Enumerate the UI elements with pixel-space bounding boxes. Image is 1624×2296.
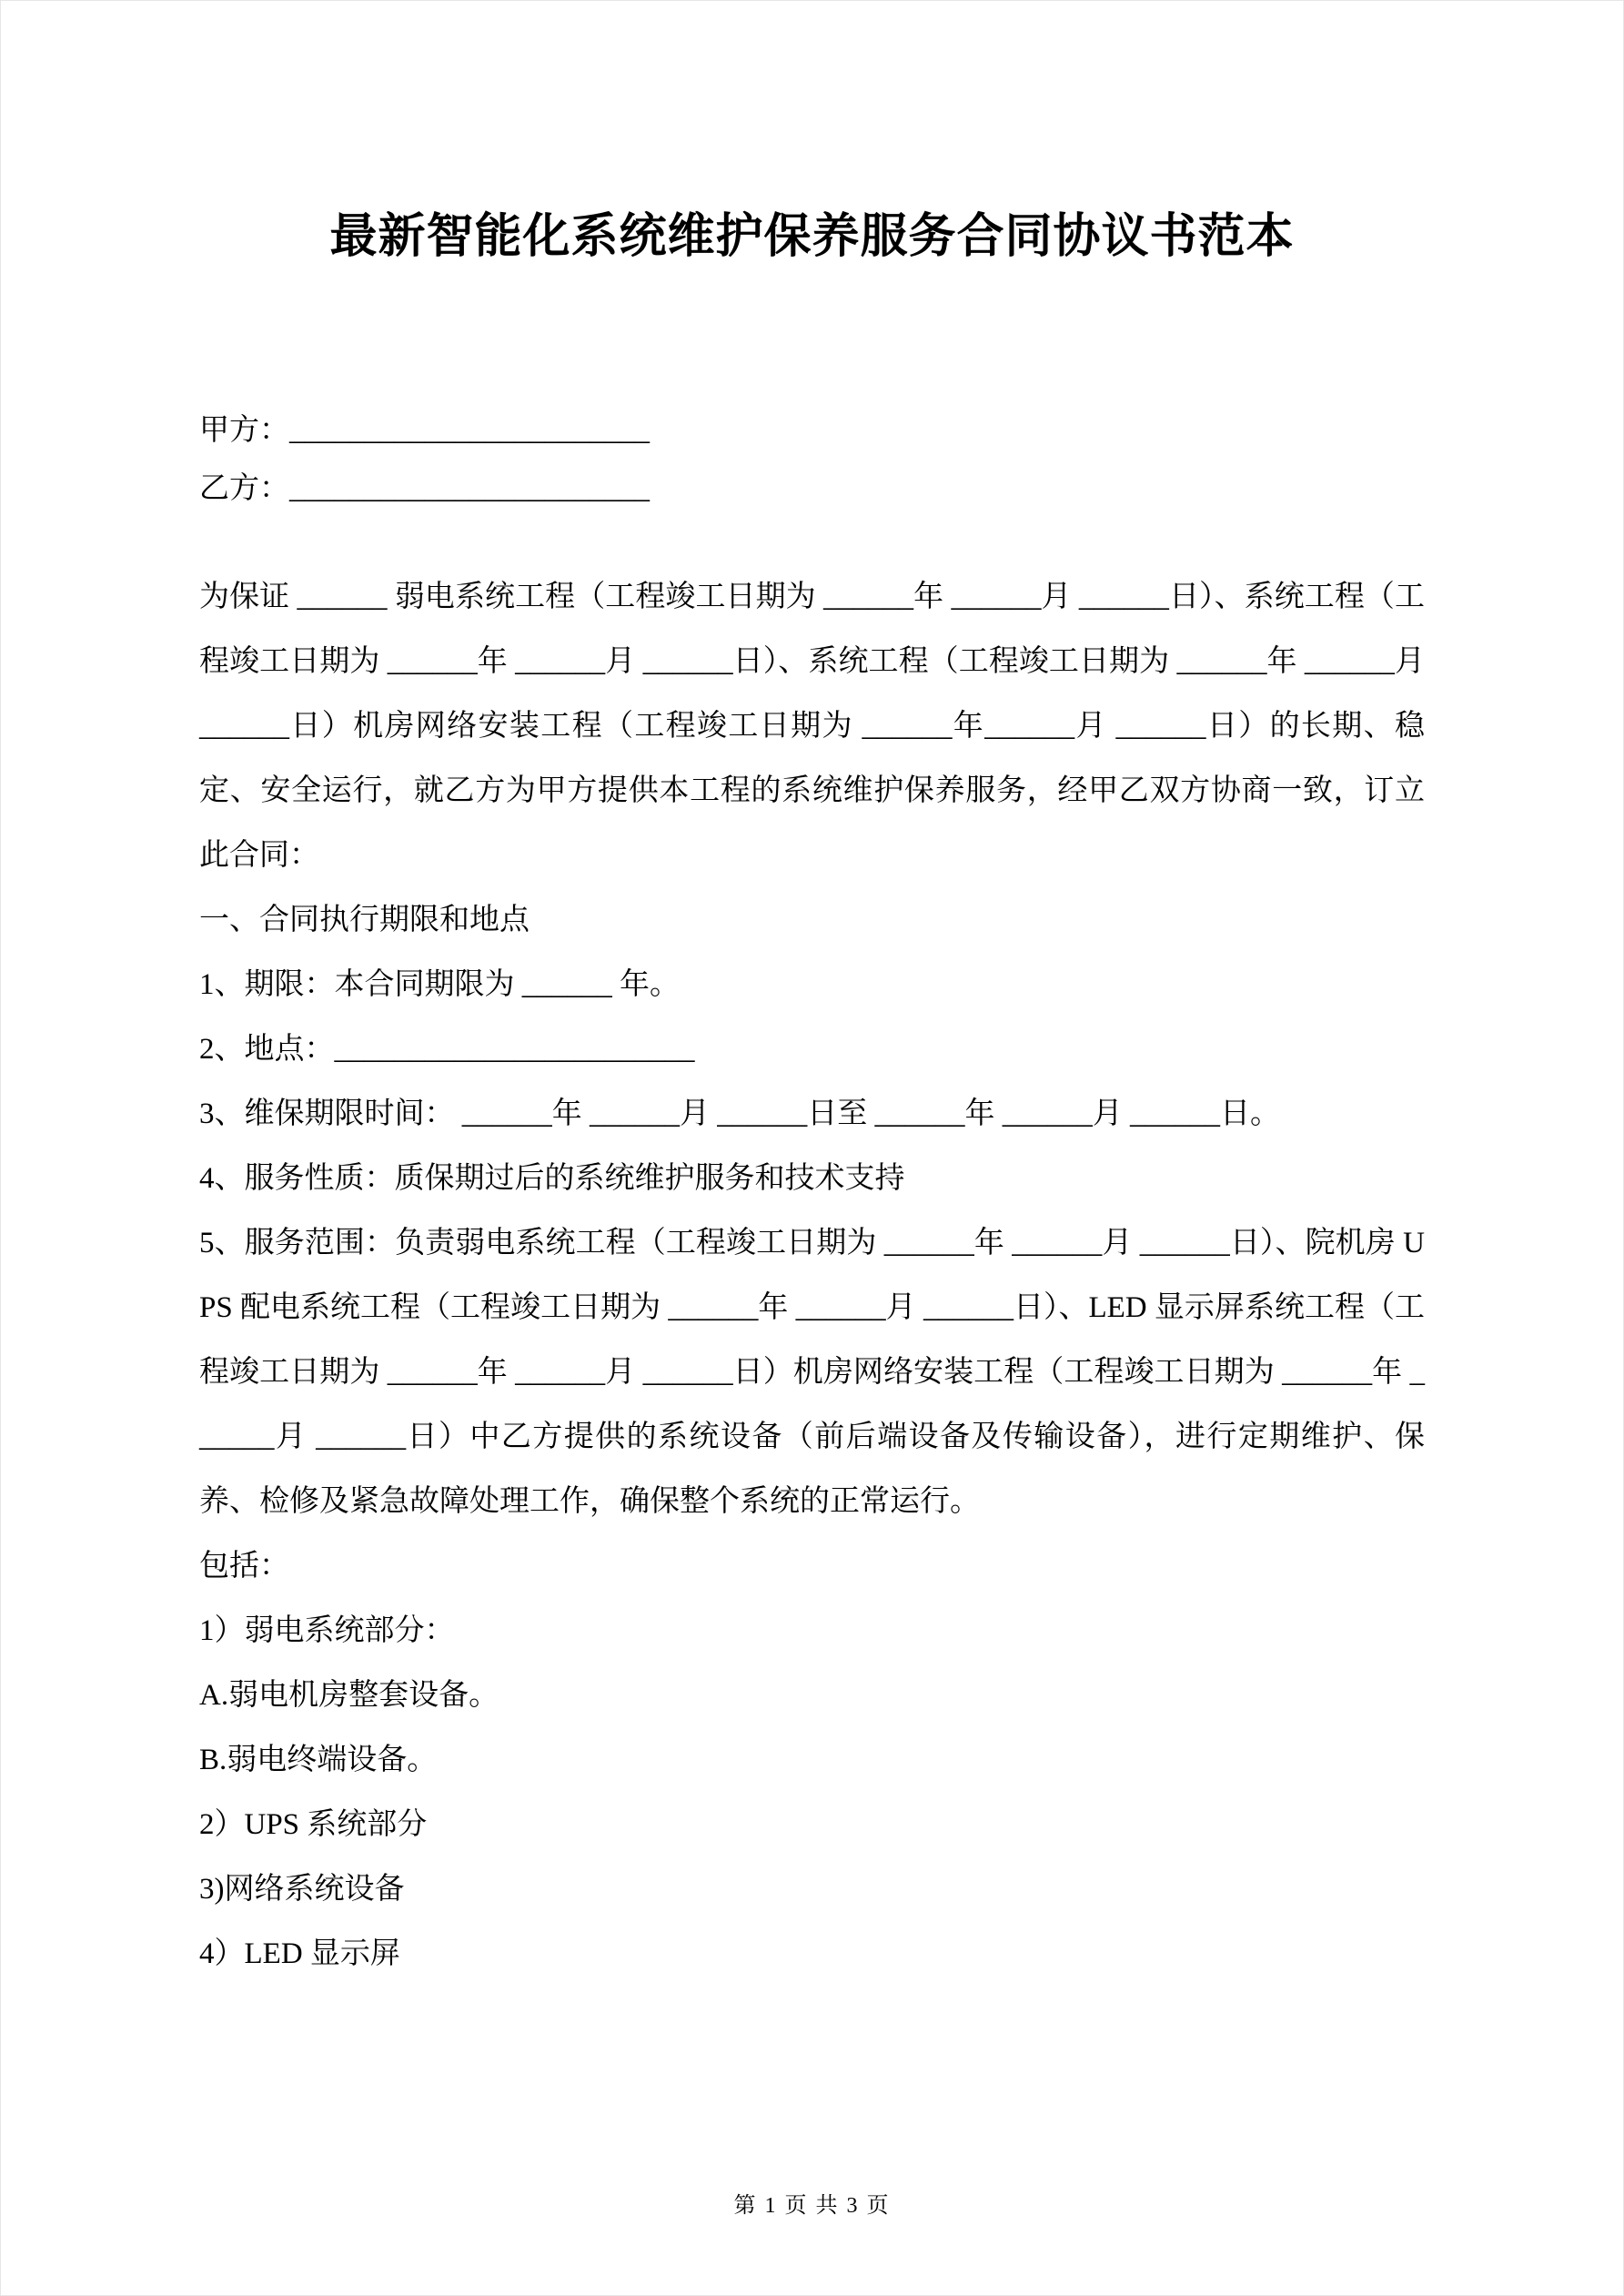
document-title: 最新智能化系统维护保养服务合同协议书范本: [329, 211, 1295, 263]
paragraph: 5、服务范围：负责弱电系统工程（工程竣工日期为 ______年 ______月 ______日）、院机房 UPS 配电系统工程（工程竣工日期为 ______年 ______月 ______日）、LED 显示屏系统工程（工程竣工日期为 ______年 ______月 ______日）机房网络安装工程（工程竣工日期为 ______年 ______月 ______日）中乙方提供的系统设备（前后端设备及传输设备），进行定期维护、保养、检修及紧急故障处理工作，确保整个系统的正常运行。: [199, 1226, 1425, 1518]
list-item: 1）弱电系统部分：: [199, 1613, 455, 1647]
list-item: A.弱电机房整套设备。: [199, 1678, 499, 1712]
paragraph: 4、服务性质：质保期过后的系统维护服务和技术支持: [199, 1161, 905, 1195]
paragraph: 2、地点：________________________: [199, 1032, 695, 1066]
paragraph: 包括：: [199, 1549, 289, 1583]
paragraph: 1、期限：本合同期限为 ______ 年。: [199, 967, 680, 1001]
list-item: 2）UPS 系统部分: [199, 1807, 428, 1841]
document-body: [199, 565, 1425, 1987]
list-item: B.弱电终端设备。: [199, 1743, 438, 1776]
page-footer: 第 1 页 共 3 页: [733, 2194, 891, 2218]
paragraph-intro: 为保证 ______ 弱电系统工程（工程竣工日期为 ______年 ______月 ______日）、系统工程（工程竣工日期为 ______年 ______月 ______日）、系统工程（工程竣工日期为 ______年 ______月 ______日）机房网络安装工程（工程竣工日期为 ______年______月 ______日）的长期、稳定、安全运行，就乙方为甲方提供本工程的系统维护保养服务，经甲乙双方协商一致，订立此合同：: [199, 580, 1426, 872]
list-item: 3)网络系统设备: [199, 1872, 405, 1906]
section-heading: 一、合同执行期限和地点: [199, 903, 530, 936]
party-b-line: 乙方：________________________: [199, 471, 650, 505]
paragraph: 3、维保期限时间： ______年 ______月 ______日至 ______年 ______月 ______日。: [199, 1097, 1280, 1130]
list-item: 4）LED 显示屏: [199, 1937, 400, 1970]
party-a-line: 甲方：________________________: [199, 413, 650, 447]
parties-block: [199, 401, 1425, 518]
